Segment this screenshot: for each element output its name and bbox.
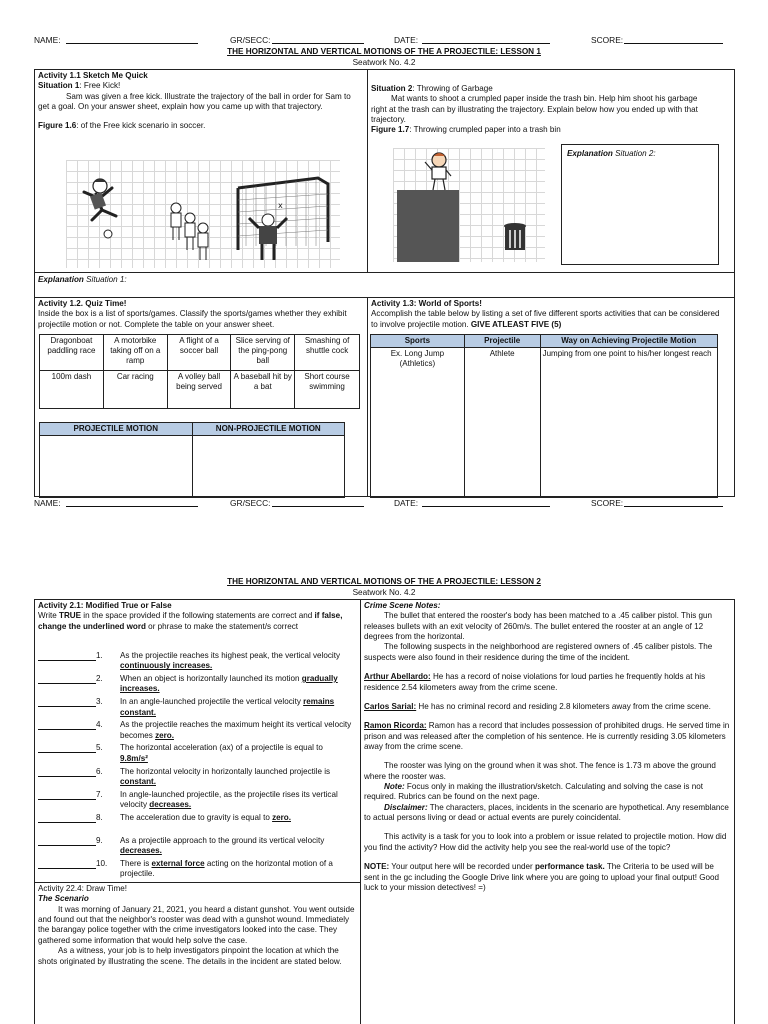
item-number: 2.	[96, 674, 103, 684]
explanation-situation-2-box[interactable]: Explanation Situation 2:	[561, 144, 719, 265]
example-way: Jumping from one point to his/her longest reach	[540, 348, 717, 374]
activity-1-2-text: Inside the box is a list of sports/games. Classify the sports/games whether they exhibit projectile motion or not. Complete the table on your answer sheet.	[38, 309, 347, 329]
scenario-paragraph-1: It was morning of January 21, 2021, you heard a distant gunshot. You went outside and found out that the neighbor's rooster was dead with a gunshot wound. Immediately the barangay police together with the crime investigators looked into the case. They gathered some information that would help solve the case.	[38, 904, 355, 945]
item-number: 5.	[96, 743, 103, 753]
activity-1-3: Activity 1.3: World of Sports! Accomplish the table below by listing a set of five different sports activities that can be considered to involve projectile motion. GIVE ATLEAST FIVE (5)	[371, 299, 720, 329]
answer-blank[interactable]	[38, 859, 96, 869]
activity-1-3-heading: Activity 1.3: World of Sports!	[371, 299, 482, 308]
name-field[interactable]	[66, 35, 198, 44]
underlined-term: zero.	[272, 812, 291, 822]
example-projectile: Athlete	[464, 348, 540, 374]
activity-1-1: Activity 1.1 Sketch Me Quick Situation 1: Free Kick! Sam was given a free kick. Illustrate the trajectory of the ball in order for Sam to get a goal. On your answer sheet, explain how you came up with that trajectory. Figure 1.6: of the Free kick scenario in soccer.	[38, 71, 364, 132]
item-number: 3.	[96, 697, 103, 707]
name-label: NAME:	[34, 35, 61, 45]
name-field[interactable]	[66, 498, 198, 507]
underlined-term: constant.	[120, 776, 156, 786]
answer-blank[interactable]	[38, 674, 96, 684]
item-number: 10.	[96, 858, 108, 868]
scenario-paragraph-2: As a witness, your job is to help investigators pinpoint the location at which the shots originated by illustrating the scene. The details in the incident are stated below.	[38, 946, 342, 966]
item-number: 7.	[96, 789, 103, 799]
answer-blank[interactable]	[38, 697, 96, 707]
item-statement: As the projectile reaches its highest peak, the vertical velocity continuously increases.	[120, 651, 340, 671]
sports-cell: Short course swimming	[295, 371, 360, 409]
trash-bin-icon	[504, 223, 526, 250]
date-field[interactable]	[422, 498, 550, 507]
sports-list-table	[39, 334, 360, 409]
projectile-answer[interactable]	[464, 374, 540, 498]
item-statement: As a projectile approach to the ground its vertical velocity decreases.	[120, 835, 325, 856]
building-block	[397, 190, 459, 262]
sports-cell: A baseball hit by a bat	[231, 371, 295, 409]
answer-blank[interactable]	[38, 651, 96, 661]
performance-task-note: NOTE: Your output here will be recorded under performance task. The Criteria to be used will be sent in the gc including the Google Drive link where you are going to upload your final output! Good luck to your mission detectives! =)	[364, 862, 719, 892]
garbage-figure	[393, 148, 545, 262]
true-false-item	[38, 813, 354, 835]
situation1-text: Sam was given a free kick. Illustrate the trajectory of the ball in order for Sam to get a goal. On your answer sheet, explain how you came up with that trajectory.	[38, 91, 351, 112]
section-label: GR/SECC:	[230, 35, 271, 45]
sports-cell: A volley ball being served	[167, 371, 231, 409]
date-field[interactable]	[422, 35, 550, 44]
free-kick-figure	[66, 160, 340, 268]
suspect-2: Carlos Sarial: He has no criminal record and residing 2.8 kilometers away from the crime scene.	[364, 701, 711, 711]
svg-text:x: x	[278, 201, 283, 210]
activity-2-1	[38, 601, 356, 632]
defender-wall	[171, 203, 208, 260]
activity-1-1-heading: Activity 1.1 Sketch Me Quick	[38, 71, 148, 80]
item-statement: In angle-launched projectile, as the projectile rises its vertical velocity decreases.	[120, 789, 338, 809]
sports-cell: A flight of a soccer ball	[167, 335, 231, 371]
activity-2-1-heading: Activity 2.1: Modified True or False	[38, 601, 172, 610]
item-statement: When an object is horizontally launched its motion gradually increases.	[120, 674, 338, 694]
projectile-column-header: Projectile	[464, 335, 540, 348]
sports-column-header: Sports	[371, 335, 465, 348]
sports-cell: Car racing	[103, 371, 167, 409]
example-sport: Ex. Long Jump (Athletics)	[371, 348, 465, 374]
item-number: 8.	[96, 812, 103, 822]
item-statement: In an angle-launched projectile the vertical velocity remains constant.	[120, 697, 335, 717]
item-number: 4.	[96, 720, 103, 730]
true-false-item	[38, 697, 354, 719]
situation2-text: Mat wants to shoot a crumpled paper inside the trash bin. Help him shoot his garbage right at the trash can by illustrating the trajectory. Explain below how you ended up with that trajectory.	[371, 94, 698, 125]
sports-cell: Dragonboat paddling race	[40, 335, 104, 371]
answer-blank[interactable]	[38, 743, 96, 753]
underlined-term: remains constant.	[120, 697, 335, 717]
date-label: DATE:	[394, 35, 419, 45]
underlined-term: zero.	[155, 730, 174, 740]
classification-table	[39, 422, 345, 498]
sports-cell: A motorbike taking off on a ramp	[103, 335, 167, 371]
sports-cell: 100m dash	[40, 371, 104, 409]
item-statement: As the projectile reaches the maximum height its vertical velocity becomes zero.	[120, 720, 352, 740]
suspect-1: Arthur Abellardo: He has a record of noise violations for loud parties he frequently holds at his residence 2.54 kilometers away from the crime scene.	[364, 672, 706, 692]
answer-blank[interactable]	[38, 813, 96, 823]
item-number: 6.	[96, 766, 103, 776]
answer-blank[interactable]	[38, 767, 96, 777]
underlined-term: external force	[151, 858, 205, 868]
suspect-3: Ramon Ricorda: Ramon has a record that includes possession of prohibited drugs. He served time in prison and was released after the completion of his sentence. He is currently residing 3.05 kilometers away from the crime scene.	[364, 721, 730, 751]
item-statement: The horizontal velocity in horizontally launched projectile is constant.	[120, 766, 331, 786]
true-false-item	[38, 836, 354, 858]
underlined-term: gradually increases.	[120, 674, 338, 694]
activity-22-4-heading: Activity 22.4: Draw Time!	[38, 884, 128, 893]
activity-22-4: Activity 22.4: Draw Time! The Scenario It was morning of January 21, 2021, you heard a distant gunshot. You went outside and found out that the neighbor's rooster was dead with a gunshot wound. Immediately the barangay police together with the crime investigators looked into the case. They gathered some information that would help solve the case. As a witness, your job is to help investigators pinpoint the location at which the shots originated by illustrating the scene. The details in the incident are stated below.	[38, 884, 355, 966]
page1-title: THE HORIZONTAL AND VERTICAL MOTIONS OF THE A PROJECTILE: LESSON 1	[227, 47, 541, 56]
true-false-item	[38, 859, 354, 881]
answer-blank[interactable]	[38, 790, 96, 800]
score-field[interactable]	[624, 35, 723, 44]
true-false-item	[38, 720, 354, 742]
sports-cell: Smashing of shuttle cock	[295, 335, 360, 371]
true-false-item	[38, 767, 354, 789]
underlined-term: decreases.	[149, 799, 192, 809]
item-statement: The horizontal acceleration (ax) of a projectile is equal to 9.8m/s²	[120, 743, 323, 763]
explanation-situation-1: Explanation Situation 1:	[38, 275, 127, 284]
free-kick-illustration	[66, 160, 340, 268]
answer-blank[interactable]	[38, 836, 96, 846]
non-projectile-motion-header: NON-PROJECTILE MOTION	[192, 423, 345, 436]
garbage-illustration	[393, 148, 545, 262]
way-column-header: Way on Achieving Projectile Motion	[540, 335, 717, 348]
true-false-item	[38, 674, 354, 696]
goal-net	[238, 178, 328, 260]
true-false-item	[38, 651, 354, 673]
projectile-motion-header: PROJECTILE MOTION	[40, 423, 193, 436]
kicker-figure	[84, 179, 116, 238]
underlined-term: 9.8m/s²	[120, 753, 148, 763]
activity-2-1-instructions: Write TRUE in the space provided if the following statements are correct and if false, change the underlined word or phrase to make the statement/s correct	[38, 611, 343, 631]
underlined-term: decreases.	[120, 846, 162, 856]
answer-blank[interactable]	[38, 720, 96, 730]
item-statement: There is external force acting on the horizontal motion of a projectile.	[120, 858, 333, 879]
sports-cell: Slice serving of the ping-pong ball	[231, 335, 295, 371]
section-field[interactable]	[272, 35, 364, 44]
non-projectile-motion-answer[interactable]	[192, 436, 345, 498]
thrower-figure	[425, 153, 451, 190]
true-false-item	[38, 743, 354, 765]
world-of-sports-table	[370, 334, 718, 498]
true-false-item	[38, 790, 354, 812]
situation-2: Situation 2: Throwing of Garbage Mat wants to shoot a crumpled paper inside the trash bin. Help him shoot his garbage right at the trash can by illustrating the trajectory. Explain below how you ended up with that trajectory. Figure 1.7: Throwing crumpled paper into a trash bin	[371, 84, 709, 136]
score-field[interactable]	[624, 498, 723, 507]
activity-1-2-heading: Activity 1.2. Quiz Time!	[38, 299, 127, 308]
sports-answer[interactable]	[371, 374, 465, 498]
crime-scene-notes: Crime Scene Notes: The bullet that entered the rooster's body has been matched to a .45 caliber pistol. This gun releases bullets with an exit velocity of 260m/s. The bullet entered the rooster at an angle of 12 degrees from the horizontal. The following suspects in the neighborhood are registered owners of .45 caliber pistols. The suspects were also found in their residence during the time of the incident. Arthur Abellardo: He has a record of noise violations for loud parties he frequently holds at his residence 2.54 kilometers away from the crime scene. Carlos Sarial: He has no criminal record and residing 2.8 kilometers away from the crime scene. Ramon Ricorda: Ramon has a record that includes possession of prohibited drugs. He served time in prison and was released after the completion of his sentence. He is currently residing 3.05 kilometers away from the crime scene. The rooster was lying on the ground when it was shot. The fence is 1.73 m above the ground where the rooster was. Note: Focus only in making the illustration/sketch. Calculating and solving the case is not required. Rubrics can be found on the next page. Disclaimer: The characters, places, incidents in the scenario are hypothetical. Any resemblance to actual persons living or dead or actual events are purely coincidental. This activity is a task for you to look into a problem or issue related to projectile motion. How did you find the activity? How did the activity help you see the real-world use of the topic? NOTE: Your output here will be recorded under performance task. The Criteria to be used will be sent in the gc including the Google Drive link where you are going to upload your final output! Good luck to your mission detectives! =)	[364, 601, 730, 892]
way-answer[interactable]	[540, 374, 717, 498]
page2-seatwork: Seatwork No. 4.2	[352, 588, 416, 597]
score-label: SCORE:	[591, 35, 624, 45]
item-number: 9.	[96, 835, 103, 845]
section-field[interactable]	[272, 498, 364, 507]
projectile-motion-answer[interactable]	[40, 436, 193, 498]
underlined-term: continuously increases.	[120, 661, 213, 671]
page2-title: THE HORIZONTAL AND VERTICAL MOTIONS OF THE A PROJECTILE: LESSON 2	[227, 577, 541, 586]
item-number: 1.	[96, 651, 103, 660]
activity-1-2	[38, 299, 364, 330]
item-statement: The acceleration due to gravity is equal to zero.	[120, 812, 291, 822]
crime-notes-heading: Crime Scene Notes:	[364, 601, 441, 610]
page1-footer: NAME: GR/SECC: DATE: SCORE:	[34, 498, 734, 512]
page1-seatwork: Seatwork No. 4.2	[352, 58, 416, 67]
